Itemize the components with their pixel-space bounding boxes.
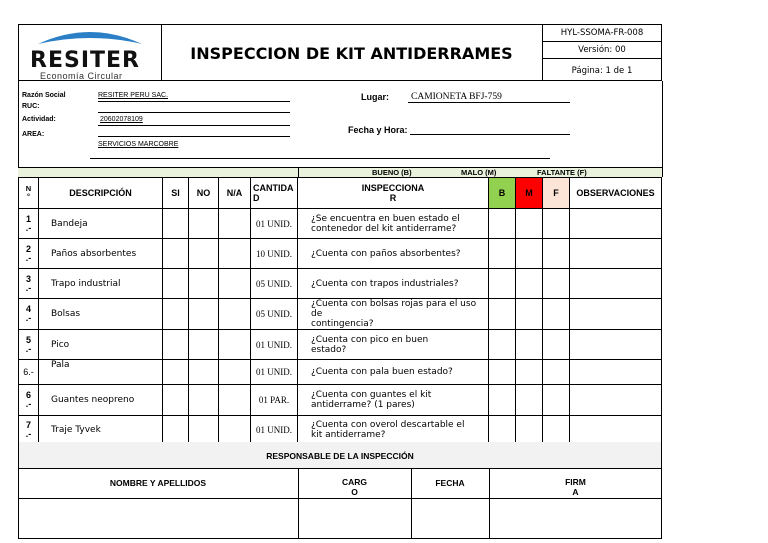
row-no-cell[interactable] xyxy=(189,239,219,269)
row-inspeccionar: ¿Cuenta con pico en buen estado? xyxy=(298,330,489,360)
firma-header: FIRM A xyxy=(565,477,586,497)
table-row xyxy=(19,299,662,330)
row-number: 2 .- xyxy=(19,239,39,269)
row-cantidad: 01 PAR. xyxy=(251,385,298,416)
row-f-cell[interactable] xyxy=(543,416,570,445)
row-f-cell[interactable] xyxy=(543,209,570,239)
row-m-cell[interactable] xyxy=(516,416,543,445)
form-code: HYL-SSOMA-FR-008 xyxy=(560,28,644,38)
fecha-header: FECHA xyxy=(435,478,465,488)
row-b-cell[interactable] xyxy=(489,209,516,239)
row-m-cell[interactable] xyxy=(516,209,543,239)
row-m-cell[interactable] xyxy=(516,269,543,299)
row-na-cell[interactable] xyxy=(219,209,251,239)
row-b-cell[interactable] xyxy=(489,416,516,445)
row-si-cell[interactable] xyxy=(163,269,189,299)
row-f-cell[interactable] xyxy=(543,299,570,330)
table-row xyxy=(19,269,662,299)
row-cantidad: 01 UNID. xyxy=(251,416,298,445)
header-b: B xyxy=(489,178,516,209)
row-si-cell[interactable] xyxy=(163,385,189,416)
row-inspeccionar: ¿Se encuentra en buen estado el contenedor del kit antiderrame? xyxy=(298,209,489,239)
header-no: NO xyxy=(189,178,219,209)
header-n: N ° xyxy=(19,178,39,209)
row-cantidad: 05 UNID. xyxy=(251,269,298,299)
form-page: Página: 1 de 1 xyxy=(571,66,633,76)
row-si-cell[interactable] xyxy=(163,416,189,445)
row-observaciones-cell[interactable] xyxy=(570,360,662,385)
razon-value: RESITER PERU SAC. xyxy=(98,92,169,99)
inspection-table xyxy=(18,177,662,445)
row-no-cell[interactable] xyxy=(189,299,219,330)
row-inspeccionar: ¿Cuenta con trapos industriales? xyxy=(298,269,489,299)
row-na-cell[interactable] xyxy=(219,299,251,330)
header-descripcion: DESCRIPCIÓN xyxy=(39,178,163,209)
row-description: Guantes neopreno xyxy=(39,385,163,416)
row-b-cell[interactable] xyxy=(489,330,516,360)
row-si-cell[interactable] xyxy=(163,239,189,269)
legend-faltante: FALTANTE (F) xyxy=(537,168,587,177)
row-si-cell[interactable] xyxy=(163,360,189,385)
table-row xyxy=(19,360,662,385)
row-inspeccionar: ¿Cuenta con guantes el kit antiderrame? (1 pares) xyxy=(298,385,489,416)
row-observaciones-cell[interactable] xyxy=(570,269,662,299)
header-si: SI xyxy=(163,178,189,209)
header-cantidad: CANTIDA D xyxy=(251,178,298,209)
row-description: Pala xyxy=(39,360,163,385)
row-inspeccionar: ¿Cuenta con bolsas rojas para el uso de contingencia? xyxy=(298,299,489,330)
row-na-cell[interactable] xyxy=(219,269,251,299)
table-row xyxy=(19,385,662,416)
row-description: Pico xyxy=(39,330,163,360)
row-description: Bandeja xyxy=(39,209,163,239)
row-no-cell[interactable] xyxy=(189,385,219,416)
row-na-cell[interactable] xyxy=(219,330,251,360)
lugar-value: CAMIONETA BFJ-759 xyxy=(411,92,502,102)
row-observaciones-cell[interactable] xyxy=(570,385,662,416)
header-inspeccionar: INSPECCIONA R xyxy=(298,178,489,209)
row-f-cell[interactable] xyxy=(543,269,570,299)
row-no-cell[interactable] xyxy=(189,269,219,299)
table-header-row xyxy=(19,178,662,209)
table-row xyxy=(19,209,662,239)
row-f-cell[interactable] xyxy=(543,239,570,269)
table-row xyxy=(19,239,662,269)
row-number: 1 .- xyxy=(19,209,39,239)
table-row xyxy=(19,416,662,445)
row-no-cell[interactable] xyxy=(189,360,219,385)
row-b-cell[interactable] xyxy=(489,385,516,416)
header-m: M xyxy=(516,178,543,209)
row-b-cell[interactable] xyxy=(489,239,516,269)
row-m-cell[interactable] xyxy=(516,330,543,360)
row-si-cell[interactable] xyxy=(163,299,189,330)
form-title: INSPECCION DE KIT ANTIDERRAMES xyxy=(190,44,513,63)
row-m-cell[interactable] xyxy=(516,360,543,385)
row-no-cell[interactable] xyxy=(189,330,219,360)
row-number: 6 .- xyxy=(19,385,39,416)
row-na-cell[interactable] xyxy=(219,239,251,269)
razon-label: Razón Social xyxy=(22,92,66,99)
row-no-cell[interactable] xyxy=(189,209,219,239)
row-b-cell[interactable] xyxy=(489,299,516,330)
row-m-cell[interactable] xyxy=(516,385,543,416)
header-na: N/A xyxy=(219,178,251,209)
row-m-cell[interactable] xyxy=(516,299,543,330)
row-m-cell[interactable] xyxy=(516,239,543,269)
row-observaciones-cell[interactable] xyxy=(570,209,662,239)
area-label: AREA: xyxy=(22,131,45,138)
table-row xyxy=(19,330,662,360)
lugar-label: Lugar: xyxy=(361,92,389,102)
row-description: Paños absorbentes xyxy=(39,239,163,269)
nombre-header: NOMBRE Y APELLIDOS xyxy=(109,478,207,488)
fecha-hora-label: Fecha y Hora: xyxy=(348,125,408,135)
legend-bueno: BUENO (B) xyxy=(372,168,412,177)
legend-malo: MALO (M) xyxy=(461,168,497,177)
row-observaciones-cell[interactable] xyxy=(570,299,662,330)
row-b-cell[interactable] xyxy=(489,360,516,385)
row-na-cell[interactable] xyxy=(219,385,251,416)
row-observaciones-cell[interactable] xyxy=(570,416,662,445)
logo-tagline: Economía Circular xyxy=(40,71,123,81)
form-version: Versión: 00 xyxy=(578,45,626,55)
cargo-header: CARG O xyxy=(341,477,368,497)
row-no-cell[interactable] xyxy=(189,416,219,445)
row-number: 5 .- xyxy=(19,330,39,360)
header-observaciones: OBSERVACIONES xyxy=(570,178,662,209)
row-description: Bolsas xyxy=(39,299,163,330)
row-observaciones-cell[interactable] xyxy=(570,330,662,360)
actividad-value: 20602078109 xyxy=(100,116,143,123)
logo-arc-icon xyxy=(24,26,156,46)
row-observaciones-cell[interactable] xyxy=(570,239,662,269)
logo-text: RESITER xyxy=(30,48,140,73)
header-f: F xyxy=(543,178,570,209)
area-value: SERVICIOS MARCOBRE xyxy=(98,141,179,148)
row-number: 7 .- xyxy=(19,416,39,445)
row-f-cell[interactable] xyxy=(543,360,570,385)
row-number: 3 .- xyxy=(19,269,39,299)
row-inspeccionar: ¿Cuenta con paños absorbentes? xyxy=(298,239,489,269)
row-description: Trapo industrial xyxy=(39,269,163,299)
ruc-label: RUC: xyxy=(22,103,40,110)
row-cantidad: 01 UNID. xyxy=(251,360,298,385)
row-number: 6.- xyxy=(19,360,39,385)
row-inspeccionar: ¿Cuenta con pala buen estado? xyxy=(298,360,489,385)
actividad-label: Actividad: xyxy=(22,116,56,123)
row-inspeccionar: ¿Cuenta con overol descartable el kit antiderrame? xyxy=(298,416,489,445)
row-number: 4 .- xyxy=(19,299,39,330)
row-b-cell[interactable] xyxy=(489,269,516,299)
row-si-cell[interactable] xyxy=(163,209,189,239)
row-cantidad: 05 UNID. xyxy=(251,299,298,330)
row-na-cell[interactable] xyxy=(219,360,251,385)
row-f-cell[interactable] xyxy=(543,385,570,416)
row-f-cell[interactable] xyxy=(543,330,570,360)
row-cantidad: 01 UNID. xyxy=(251,209,298,239)
row-description: Traje Tyvek xyxy=(39,416,163,445)
row-si-cell[interactable] xyxy=(163,330,189,360)
row-na-cell[interactable] xyxy=(219,416,251,445)
responsable-title: RESPONSABLE DE LA INSPECCIÓN xyxy=(266,451,414,461)
row-cantidad: 01 UNID. xyxy=(251,330,298,360)
row-cantidad: 10 UNID. xyxy=(251,239,298,269)
company-logo xyxy=(24,26,156,80)
